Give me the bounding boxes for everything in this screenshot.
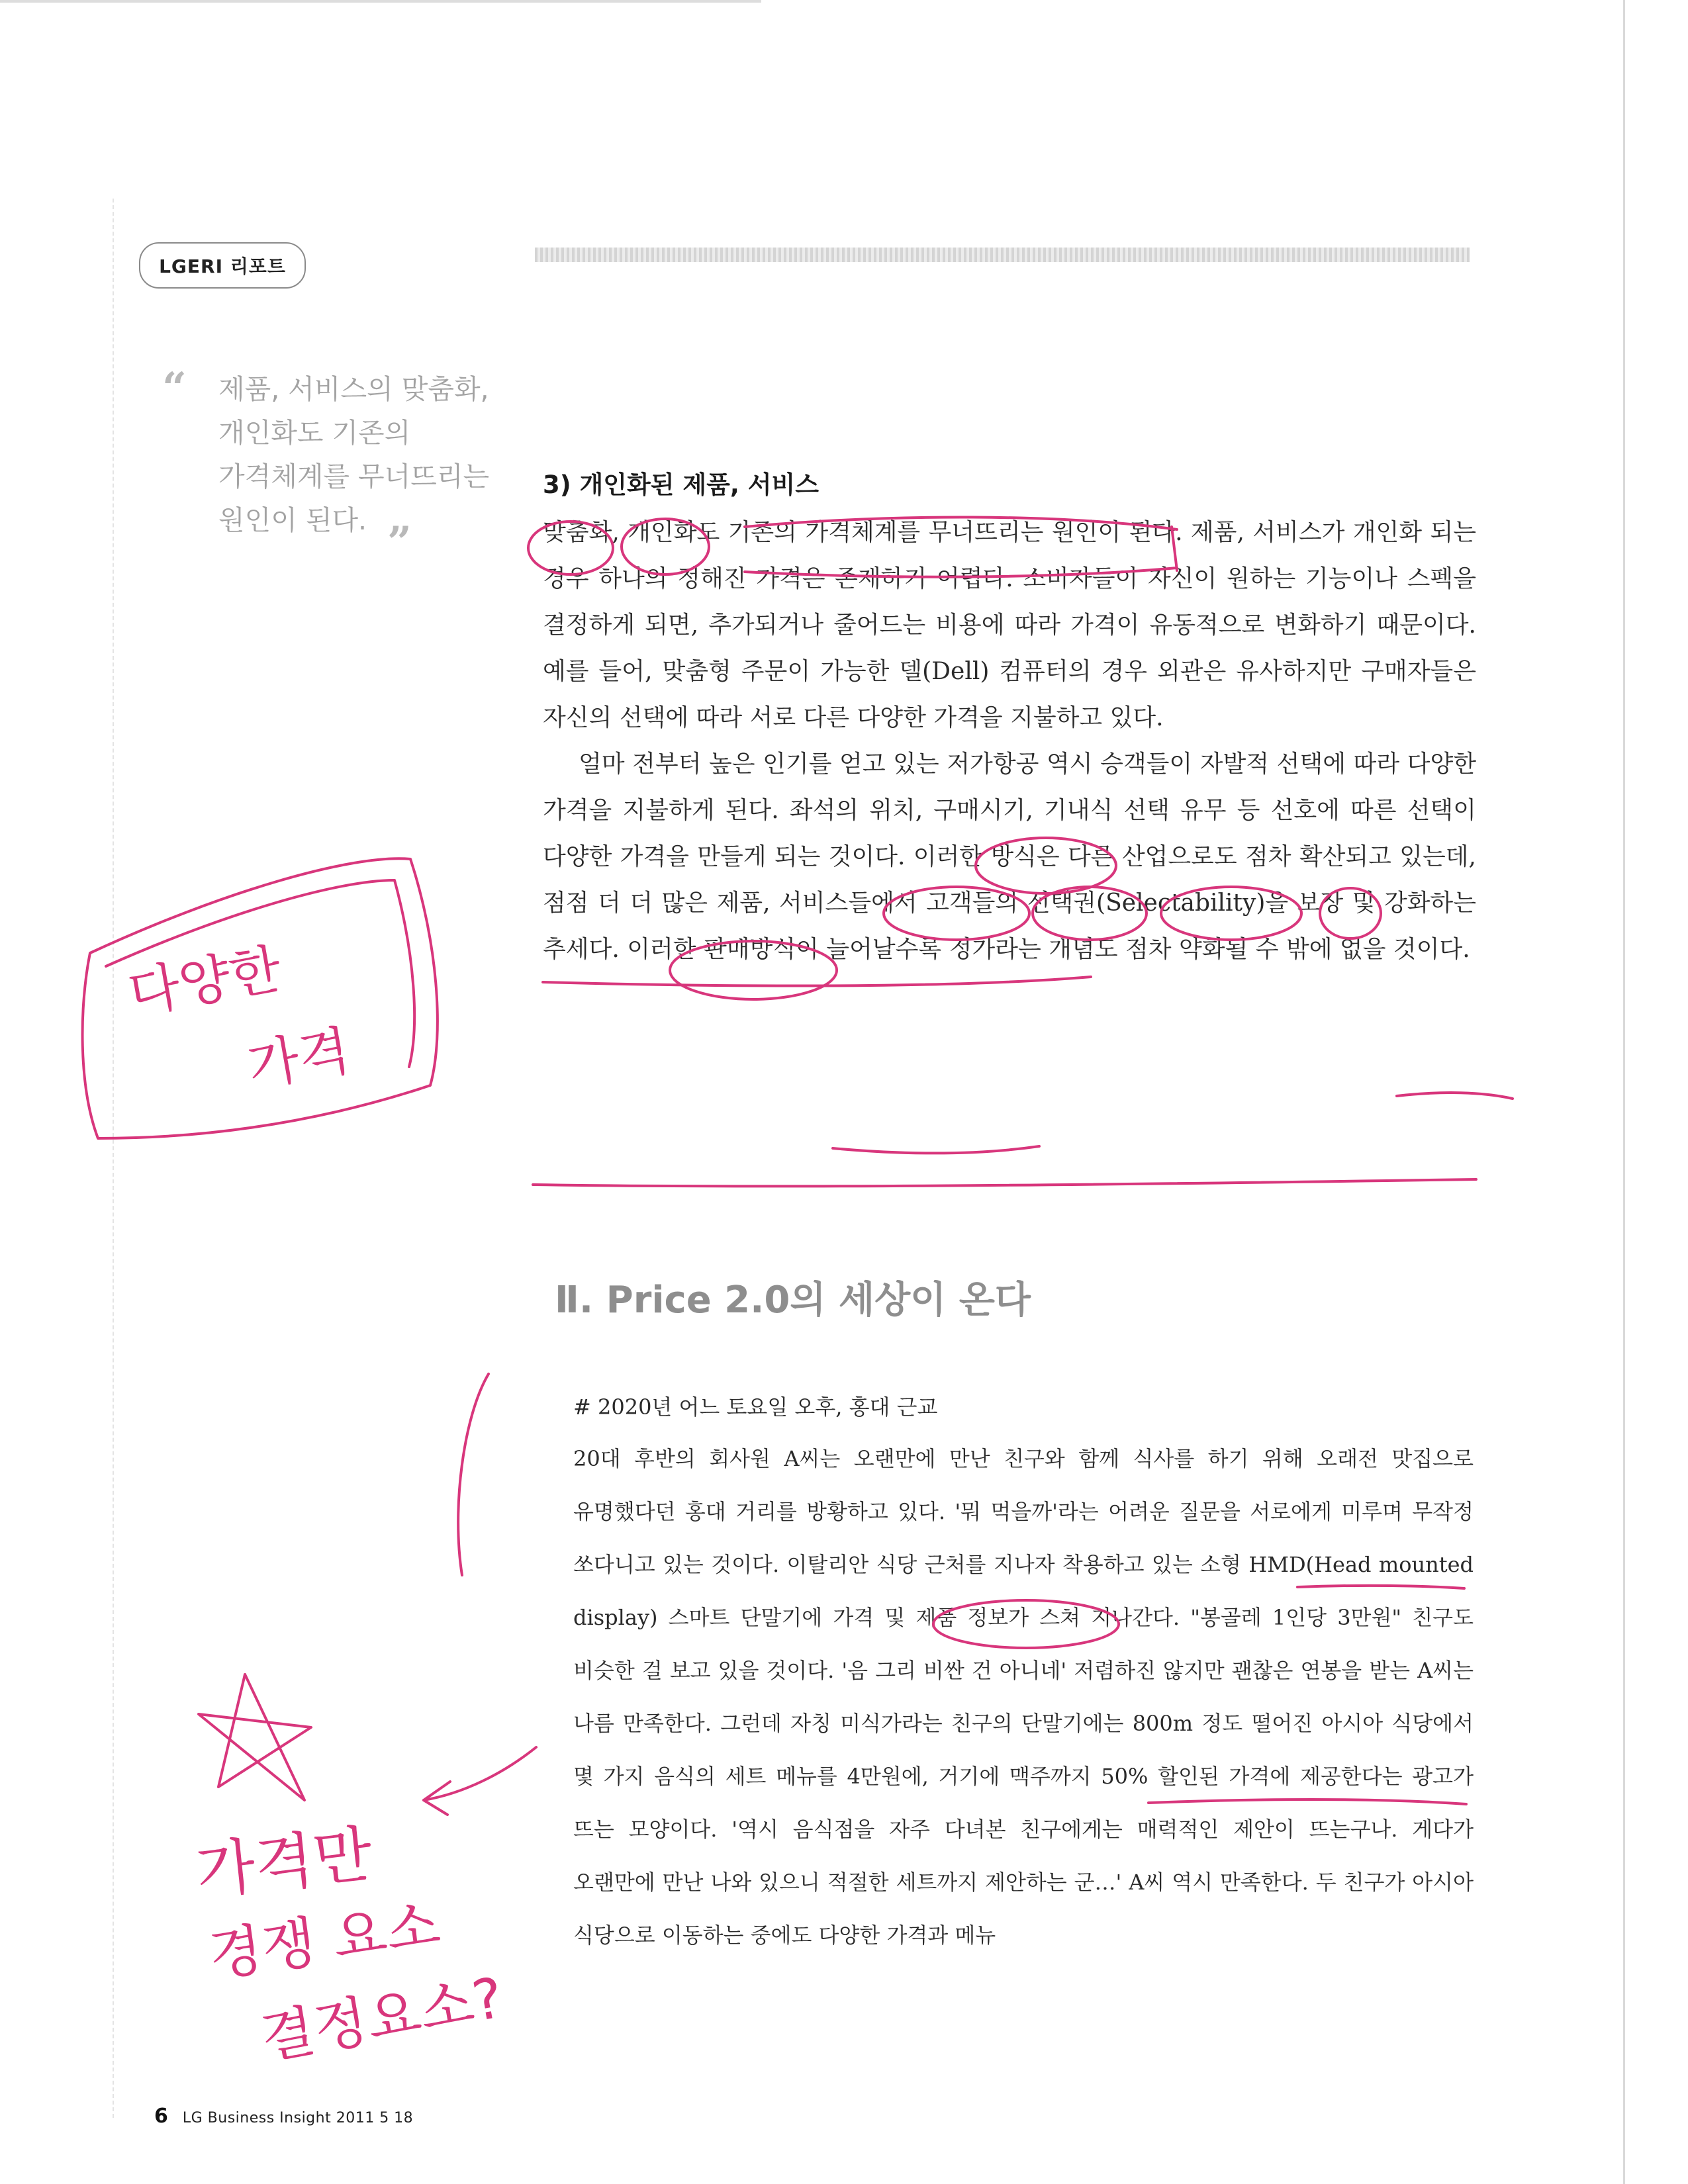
handwritten-note: 가격만 xyxy=(193,1818,376,1907)
arrow-mark xyxy=(424,1747,536,1815)
underline-mark xyxy=(543,977,1091,986)
bracket-mark xyxy=(458,1374,489,1575)
section-2-title: Ⅱ. Price 2.0의 세상이 온다 xyxy=(555,1279,1031,1322)
handwritten-note: 경쟁 요소 xyxy=(205,1891,444,1989)
report-tag: LGERI 리포트 xyxy=(139,242,306,289)
section-3-body xyxy=(543,510,1476,973)
section-3-heading: 3) 개인화된 제품, 서비스 xyxy=(543,471,820,499)
paragraph: 얼마 전부터 높은 인기를 얻고 있는 저가항공 역시 승객들이 자발적 선택에 따라 다양한 가격을 지불하게 된다. 좌석의 위치, 구매시기, 기내식 선택 유무 등 선호에 따른 선택이 다양한 가격을 만들게 되는 것이다. 이러한 방식은 다른 산업으로도 점차 확산되고 있는데, 점점 더 더 많은 제품, 서비스들에서 고객들의 선택권(Selectability)을 보장 및 강화하는 추세다. 이러한 판매방식이 늘어날수록 정가라는 개념도 점차 약화될 수 밖에 없을 것이다. xyxy=(543,751,1476,963)
scenario-block xyxy=(573,1388,1474,1962)
page-footer xyxy=(154,2105,413,2128)
note-box-mark xyxy=(83,858,438,1138)
underline-mark xyxy=(833,1146,1039,1153)
handwritten-note: 다양한 xyxy=(124,937,286,1025)
page-number: 6 xyxy=(154,2105,168,2128)
close-quote-icon: ” xyxy=(387,518,412,567)
scan-top-edge xyxy=(0,0,761,3)
underline-mark xyxy=(1397,1093,1513,1099)
scan-right-edge xyxy=(1623,0,1625,2184)
scene-paragraph: 20대 후반의 회사원 A씨는 오랜만에 만난 친구와 함께 식사를 하기 위해 오래전 맛집으로 유명했다던 홍대 거리를 방황하고 있다. '뭐 먹을까'라는 어려운 질문을 서로에게 미루며 무작정 쏘다니고 있는 것이다. 이탈리안 식당 근처를 지나자 착용하고 있는 소형 HMD(Head mounted display) 스마트 단말기에 가격 및 제품 정보가 스쳐 지나간다. "봉골레 1인당 3만원" 친구도 비슷한 걸 보고 있을 것이다. '음 그리 비싼 건 아니네' 저렴하진 않지만 괜찮은 연봉을 받는 A씨는 나름 만족한다. 그런데 자칭 미식가라는 친구의 단말기에는 800m 정도 떨어진 아시아 식당에서 몇 가지 음식의 세트 메뉴를 4만원에, 거기에 맥주까지 50% 할인된 가격에 제공한다는 광고가 뜨는 모양이다. '역시 음식점을 자주 다녀본 친구에게는 매력적인 제안이 뜨는구나. 게다가 오랜만에 만난 나와 있으니 적절한 세트까지 제안하는 군…' A씨 역시 만족한다. 두 친구가 아시아 식당으로 이동하는 중에도 다양한 가격과 메뉴 xyxy=(573,1446,1474,1948)
underline-mark xyxy=(533,1179,1476,1186)
open-quote-icon: “ xyxy=(162,363,187,413)
note-box-inner-mark xyxy=(106,880,414,1067)
handwritten-note: 결정요소? xyxy=(256,1965,508,2071)
header-band xyxy=(535,248,1470,262)
handwritten-note: 가격 xyxy=(243,1019,355,1098)
column-guide xyxy=(113,199,114,2118)
paragraph: 맞춤화, 개인화도 기존의 가격체계를 무너뜨리는 원인이 된다. 제품, 서비스가 개인화 되는 경우 하나의 정해진 가격은 존재하기 어렵다. 소비자들이 자신이 원하는 기능이나 스펙을 결정하게 되면, 추가되거나 줄어드는 비용에 따라 가격이 유동적으로 변화하기 때문이다. 예를 들어, 맞춤형 주문이 가능한 델(Dell) 컴퓨터의 경우 외관은 유사하지만 구매자들은 자신의 선택에 따라 서로 다른 다양한 가격을 지불하고 있다. xyxy=(543,519,1476,731)
pull-quote-text: 제품, 서비스의 맞춤화, 개인화도 기존의 가격체계를 무너뜨리는 원인이 된다. xyxy=(218,373,490,536)
scene-heading: # 2020년 어느 토요일 오후, 홍대 근교 xyxy=(573,1394,938,1420)
star-mark xyxy=(199,1674,311,1800)
publication-info: LG Business Insight 2011 5 18 xyxy=(182,2110,414,2126)
